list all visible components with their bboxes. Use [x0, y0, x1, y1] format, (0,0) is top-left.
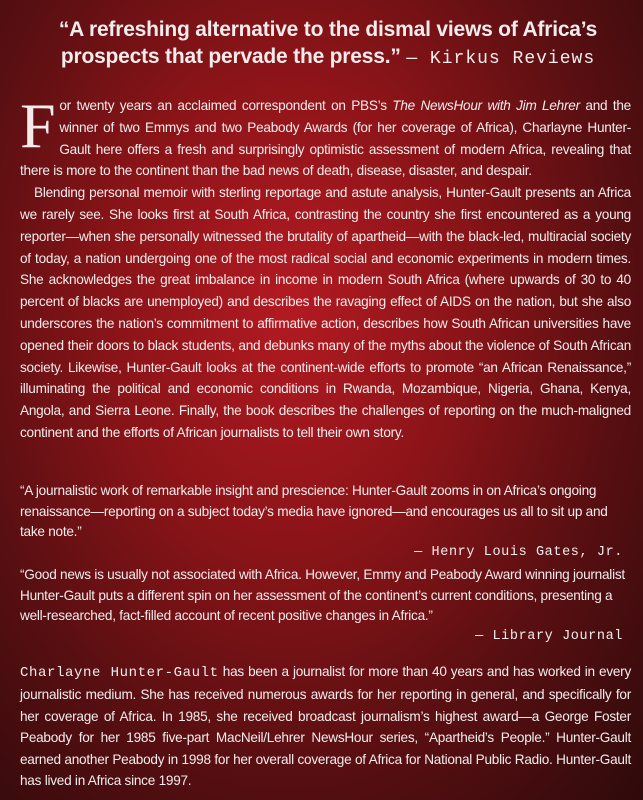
author-bio	[20, 661, 631, 791]
library-journal-quote-text: “Good news is usually not associated with Africa. However, Emmy and Peabody Award winning journalist Hunter-Gault puts a different spin on her assessment of the continent’s current conditions, presenting a well-researched, fact-filled account of recent positive changes in Africa.”	[20, 567, 625, 623]
description-paragraph-1: For twenty years an acclaimed correspondent on PBS’s The NewsHour with Jim Lehrer and the winner of two Emmys and two Peabody Awards (for her coverage of Africa), Charlayne Hunter-Gault here offers a fresh and surprisingly optimistic assessment of modern Africa, revealing that there is more to the continent than the bad news of death, disease, disaster, and despair.	[20, 90, 631, 179]
kirkus-quote	[48, 16, 608, 73]
author-name: Charlayne Hunter-Gault	[20, 665, 219, 681]
description-paragraph-2: Blending personal memoir with sterling reportage and astute analysis, Hunter-Gault presents an Africa we rarely see. She looks first at South Africa, contrasting the country she first encountered as a young reporter—when she personally witnessed the brutality of apartheid—with the black-led, multiracial society of today, a nation undergoing one of the most radical social and economic experiments in modern times. She acknowledges the great imbalance in income in modern South Africa (where upwards of 30 to 40 percent of blacks are unemployed) and describes the ravaging effect of AIDS on the nation, but she also underscores the nation’s commitment to affirmative action, describes how South African universities have opened their doors to black students, and debunks many of the myths about the violence of South African society. Likewise, Hunter-Gault looks at the continent-wide efforts to promote “an African Renaissance,” illuminating the political and economic conditions in Rwanda, Mozambique, Nigeria, Ghana, Kenya, Angola, and Sierra Leone. Finally, the book describes the challenges of reporting on the much-maligned continent and the efforts of African journalists to tell their own story.	[20, 185, 631, 440]
kirkus-attribution: — Kirkus Reviews	[406, 49, 596, 69]
library-journal-attribution: — Library Journal	[475, 628, 623, 644]
gates-quote	[20, 481, 631, 563]
book-description	[20, 90, 631, 444]
dropcap: F	[20, 90, 56, 161]
gates-quote-text: “A journalistic work of remarkable insight and prescience: Hunter-Gault zooms in on Africa’s ongoing renaissance—reporting on a subject today’s media have ignored—and encourages us all to sit up and take note.”	[20, 483, 608, 539]
library-journal-quote	[20, 565, 631, 647]
show-title: The NewsHour with Jim Lehrer	[392, 98, 580, 113]
author-bio-text: has been a journalist for more than 40 years and has worked in every journalistic medium. She has received numerous awards for her reporting in general, and specifically for her coverage of Africa. In 1985, she received broadcast journalism’s highest award—a George Foster Peabody for her 1985 five-part MacNeil/Lehrer NewsHour series, “Apartheid’s People.” Hunter-Gault earned another Peabody in 1998 for her overall coverage of Africa for National Public Radio. Hunter-Gault has lived in Africa since 1997.	[20, 664, 632, 789]
kirkus-quote-text: “A refreshing alternative to the dismal views of Africa’s prospects that pervade the press.”	[58, 18, 598, 68]
gates-attribution: — Henry Louis Gates, Jr.	[414, 544, 623, 560]
